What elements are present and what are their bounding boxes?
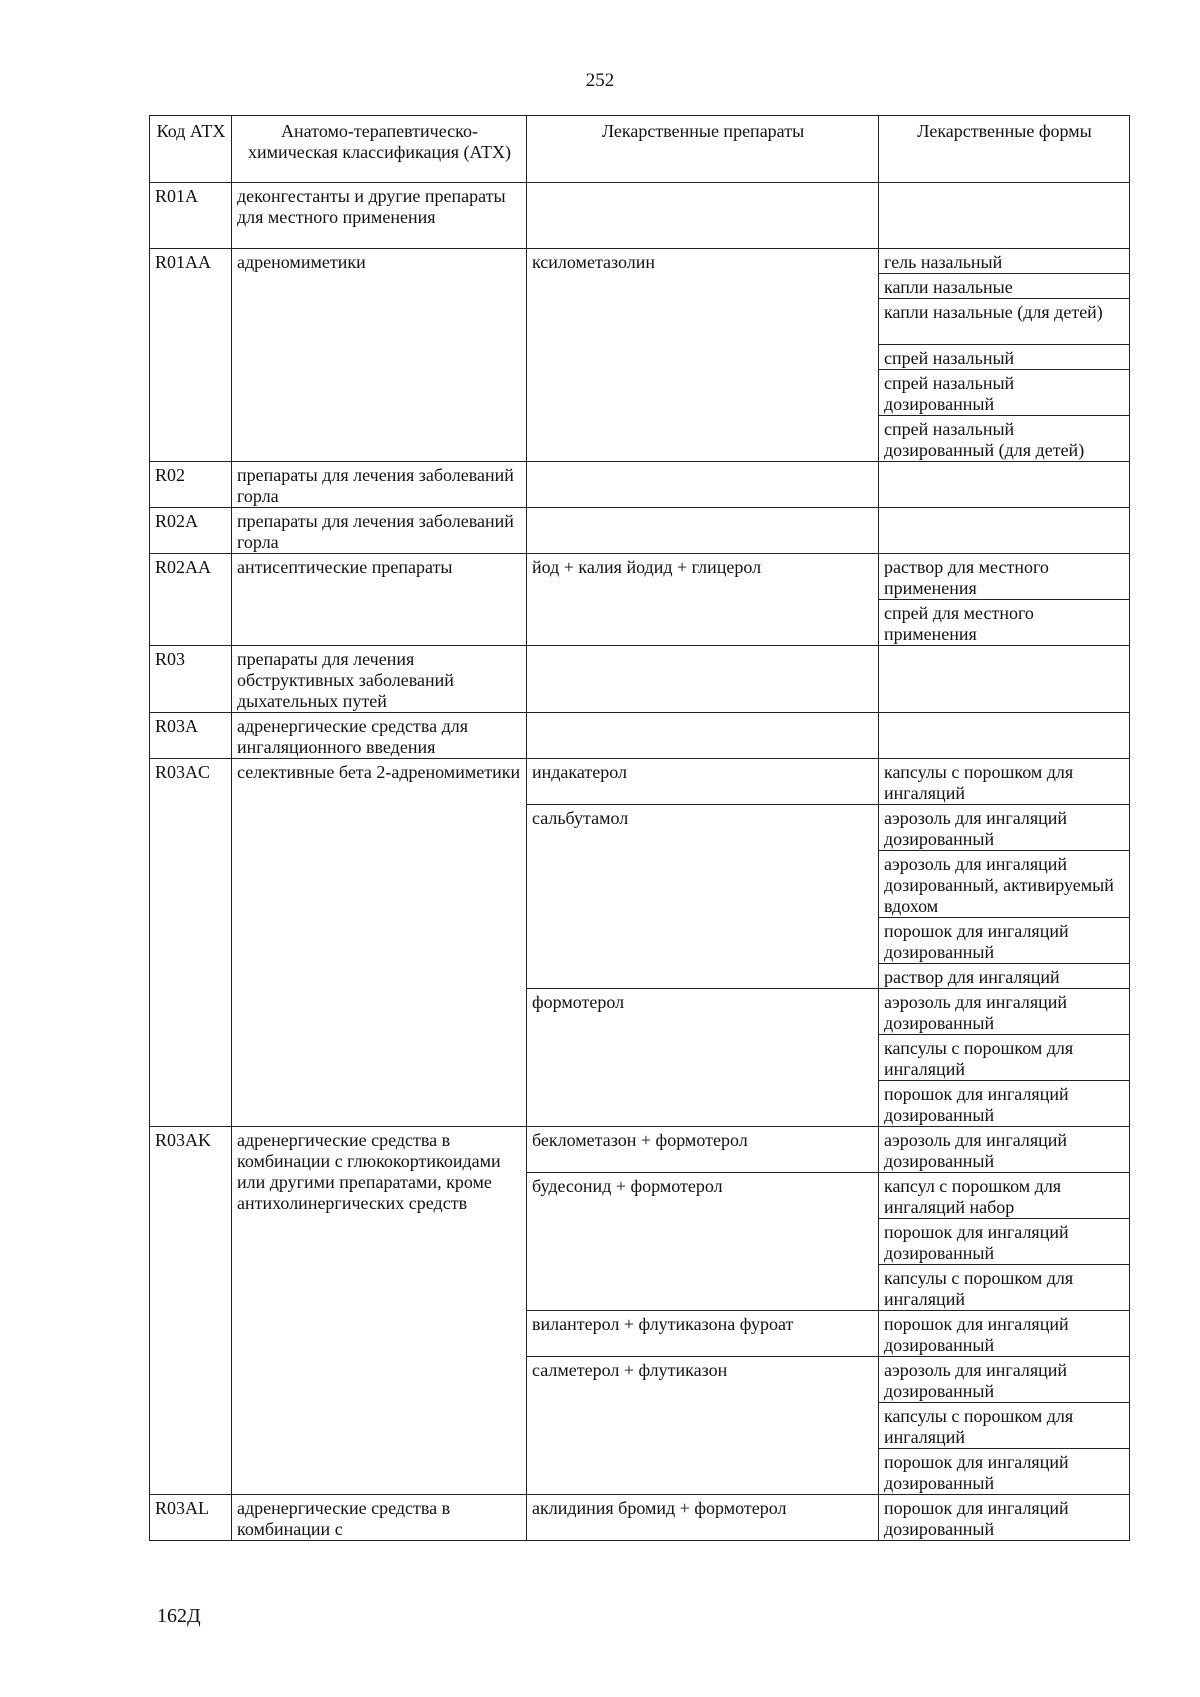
dosage-form-cell: аэрозоль для ингаляций дозированный — [879, 1357, 1130, 1403]
drug-name-cell: сальбутамол — [527, 805, 879, 989]
table-row — [150, 462, 1130, 508]
atc-code-cell: R03AC — [150, 759, 232, 1127]
dosage-form-cell: порошок для ингаляций дозированный — [879, 1081, 1130, 1127]
drug-name-cell: беклометазон + формотерол — [527, 1127, 879, 1173]
form-cell — [879, 713, 1130, 759]
form-cell — [879, 508, 1130, 554]
table-row — [150, 183, 1130, 249]
header-code: Код АТХ — [150, 116, 232, 183]
drug-cell — [527, 462, 879, 508]
dosage-form-cell: капсулы с порошком для ингаляций — [879, 1403, 1130, 1449]
header-drugs: Лекарственные препараты — [527, 116, 879, 183]
atc-code-cell: R03AK — [150, 1127, 232, 1495]
table-row — [150, 508, 1130, 554]
dosage-form-cell: капли назальные (для детей) — [879, 299, 1130, 345]
footer-code: 162Д — [157, 1605, 201, 1627]
form-cell — [879, 646, 1130, 713]
dosage-form-cell: аэрозоль для ингаляций дозированный — [879, 989, 1130, 1035]
table-row — [150, 249, 1130, 274]
drug-name-cell: вилантерол + флутиказона фуроат — [527, 1311, 879, 1357]
table-row — [150, 713, 1130, 759]
dosage-form-cell: аэрозоль для ингаляций дозированный, активируемый вдохом — [879, 851, 1130, 918]
dosage-form-cell: капсулы с порошком для ингаляций — [879, 1265, 1130, 1311]
atc-code-cell: R01A — [150, 183, 232, 249]
dosage-form-cell: капсул с порошком для ингаляций набор — [879, 1173, 1130, 1219]
dosage-form-cell: капли назальные — [879, 274, 1130, 299]
atc-classification-cell: адренергические средства для ингаляционного введения — [232, 713, 527, 759]
atc-classification-cell: препараты для лечения обструктивных заболеваний дыхательных путей — [232, 646, 527, 713]
form-cell — [879, 462, 1130, 508]
table-row — [150, 646, 1130, 713]
page-number: 252 — [585, 70, 615, 91]
atc-code-cell: R01AA — [150, 249, 232, 462]
atc-code-cell: R03 — [150, 646, 232, 713]
dosage-form-cell: порошок для ингаляций дозированный — [879, 1495, 1130, 1541]
drug-name-cell: аклидиния бромид + формотерол — [527, 1495, 879, 1541]
table-body — [150, 183, 1130, 1541]
atc-code-cell: R03AL — [150, 1495, 232, 1541]
table-row — [150, 1127, 1130, 1173]
atc-drug-table — [149, 115, 1130, 1541]
dosage-form-cell: раствор для ингаляций — [879, 964, 1130, 989]
dosage-form-cell: аэрозоль для ингаляций дозированный — [879, 805, 1130, 851]
drug-cell — [527, 713, 879, 759]
dosage-form-cell: спрей назальный дозированный — [879, 370, 1130, 416]
dosage-form-cell: гель назальный — [879, 249, 1130, 274]
dosage-form-cell: капсулы с порошком для ингаляций — [879, 1035, 1130, 1081]
dosage-form-cell: спрей назальный дозированный (для детей) — [879, 416, 1130, 462]
dosage-form-cell: порошок для ингаляций дозированный — [879, 1219, 1130, 1265]
dosage-form-cell: порошок для ингаляций дозированный — [879, 1449, 1130, 1495]
dosage-form-cell: порошок для ингаляций дозированный — [879, 918, 1130, 964]
table-row — [150, 759, 1130, 805]
table-header-row — [150, 116, 1130, 183]
atc-classification-cell: адренергические средства в комбинации с глюкокортикоидами или другими препаратами, кроме антихолинергических средств — [232, 1127, 527, 1495]
atc-classification-cell: селективные бета 2-адреномиметики — [232, 759, 527, 1127]
drug-name-cell: салметерол + флутиказон — [527, 1357, 879, 1495]
drug-name-cell: йод + калия йодид + глицерол — [527, 554, 879, 646]
atc-classification-cell: препараты для лечения заболеваний горла — [232, 462, 527, 508]
atc-code-cell: R02AA — [150, 554, 232, 646]
atc-classification-cell: деконгестанты и другие препараты для местного применения — [232, 183, 527, 249]
drug-name-cell: формотерол — [527, 989, 879, 1127]
table-row — [150, 1495, 1130, 1541]
atc-code-cell: R03A — [150, 713, 232, 759]
dosage-form-cell: порошок для ингаляций дозированный — [879, 1311, 1130, 1357]
atc-code-cell: R02A — [150, 508, 232, 554]
dosage-form-cell: капсулы с порошком для ингаляций — [879, 759, 1130, 805]
dosage-form-cell: раствор для местного применения — [879, 554, 1130, 600]
atc-classification-cell: адреномиметики — [232, 249, 527, 462]
drug-name-cell: индакатерол — [527, 759, 879, 805]
dosage-form-cell: аэрозоль для ингаляций дозированный — [879, 1127, 1130, 1173]
atc-classification-cell: адренергические средства в комбинации с — [232, 1495, 527, 1541]
drug-cell — [527, 646, 879, 713]
atc-classification-cell: препараты для лечения заболеваний горла — [232, 508, 527, 554]
atc-code-cell: R02 — [150, 462, 232, 508]
header-classification: Анатомо-терапевтическо-химическая классификация (АТХ) — [232, 116, 527, 183]
atc-classification-cell: антисептические препараты — [232, 554, 527, 646]
drug-cell — [527, 508, 879, 554]
form-cell — [879, 183, 1130, 249]
dosage-form-cell: спрей для местного применения — [879, 600, 1130, 646]
header-forms: Лекарственные формы — [879, 116, 1130, 183]
dosage-form-cell: спрей назальный — [879, 345, 1130, 370]
drug-name-cell: будесонид + формотерол — [527, 1173, 879, 1311]
drug-name-cell: ксилометазолин — [527, 249, 879, 462]
drug-cell — [527, 183, 879, 249]
table-row — [150, 554, 1130, 600]
